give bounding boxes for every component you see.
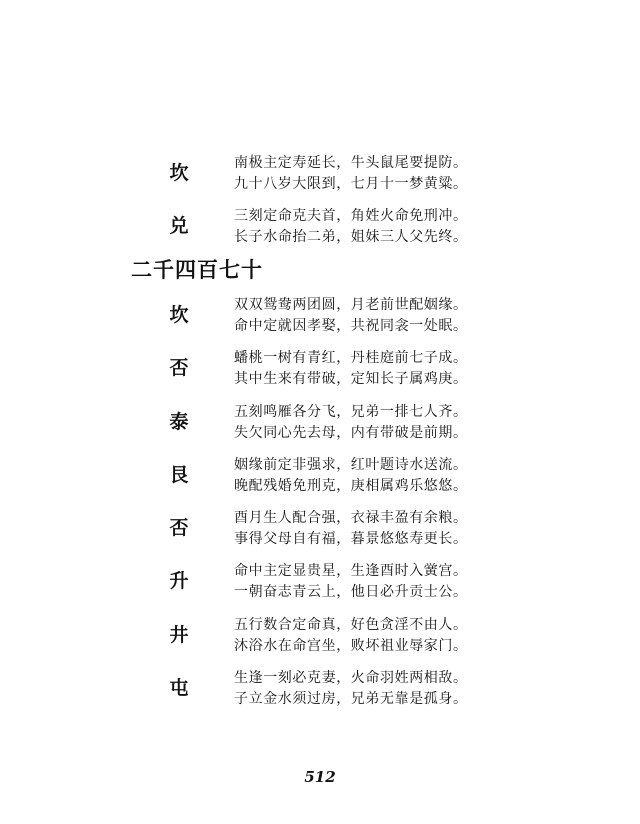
verse-entry — [0, 403, 640, 443]
verse-entry — [0, 349, 640, 389]
hexagram-name: 井 — [169, 624, 189, 646]
verse-line: 失欠同心先去母，内有带破是前期。 — [234, 425, 468, 441]
verse-line: 蟠桃一树有青红，丹桂庭前七子成。 — [234, 350, 468, 366]
verse-entry — [0, 456, 640, 496]
verse-line: 九十八岁大限到，七月十一梦黄粱。 — [234, 176, 468, 192]
verse-line: 生逢一刻必克妻，火命羽姓两相敌。 — [234, 670, 468, 686]
hexagram-name: 屯 — [169, 677, 189, 699]
verse-line: 事得父母自有福，暮景悠悠寿更长。 — [234, 531, 468, 547]
verse-line: 命中主定显贵星，生逢酉时入黉宫。 — [234, 563, 468, 579]
verse-line: 沐浴水在命宫坐，败坏祖业辱家门。 — [234, 638, 468, 654]
verse-line: 三刻定命克夫首，角姓火命免刑冲。 — [234, 208, 468, 224]
hexagram-name: 升 — [169, 570, 189, 592]
hexagram-name: 否 — [169, 357, 189, 379]
verse-line: 晚配残婚免刑克，庚相属鸡乐悠悠。 — [234, 478, 468, 494]
hexagram-name: 艮 — [169, 464, 189, 486]
hexagram-name: 兑 — [169, 215, 189, 237]
verse-line: 酉月生人配合强，衣禄丰盈有余粮。 — [234, 510, 468, 526]
page-number: 512 — [304, 768, 336, 786]
verse-entry — [0, 296, 640, 336]
verse-entry — [0, 669, 640, 709]
verse-entry — [0, 616, 640, 656]
verse-entry — [0, 207, 640, 247]
verse-line: 一朝奋志青云上，他日必升贡士公。 — [234, 584, 468, 600]
verse-line: 五行数合定命真，好色贪淫不由人。 — [234, 617, 468, 633]
section-heading: 二千四百七十 — [131, 257, 263, 282]
verse-line: 双双鸳鸯两团圆，月老前世配姻缘。 — [234, 297, 468, 313]
verse-entry — [0, 509, 640, 549]
verse-line: 子立金水须过房，兄弟无靠是孤身。 — [234, 691, 468, 707]
verse-line: 命中定就因孝娶，共祝同衾一处眠。 — [234, 318, 468, 334]
hexagram-name: 否 — [169, 517, 189, 539]
hexagram-name: 泰 — [169, 411, 189, 433]
verse-line: 南极主定寿延长，牛头鼠尾要提防。 — [234, 155, 468, 171]
verse-line: 长子水命抬二弟，姐妹三人父先终。 — [234, 229, 468, 245]
verse-line: 姻缘前定非强求，红叶题诗水送流。 — [234, 457, 468, 473]
verse-entry — [0, 154, 640, 194]
verse-entry — [0, 562, 640, 602]
verse-line: 五刻鸣雁各分飞，兄弟一排七人齐。 — [234, 404, 468, 420]
hexagram-name: 坎 — [169, 162, 189, 184]
verse-line: 其中生来有带破，定知长子属鸡庚。 — [234, 371, 468, 387]
hexagram-name: 坎 — [169, 304, 189, 326]
